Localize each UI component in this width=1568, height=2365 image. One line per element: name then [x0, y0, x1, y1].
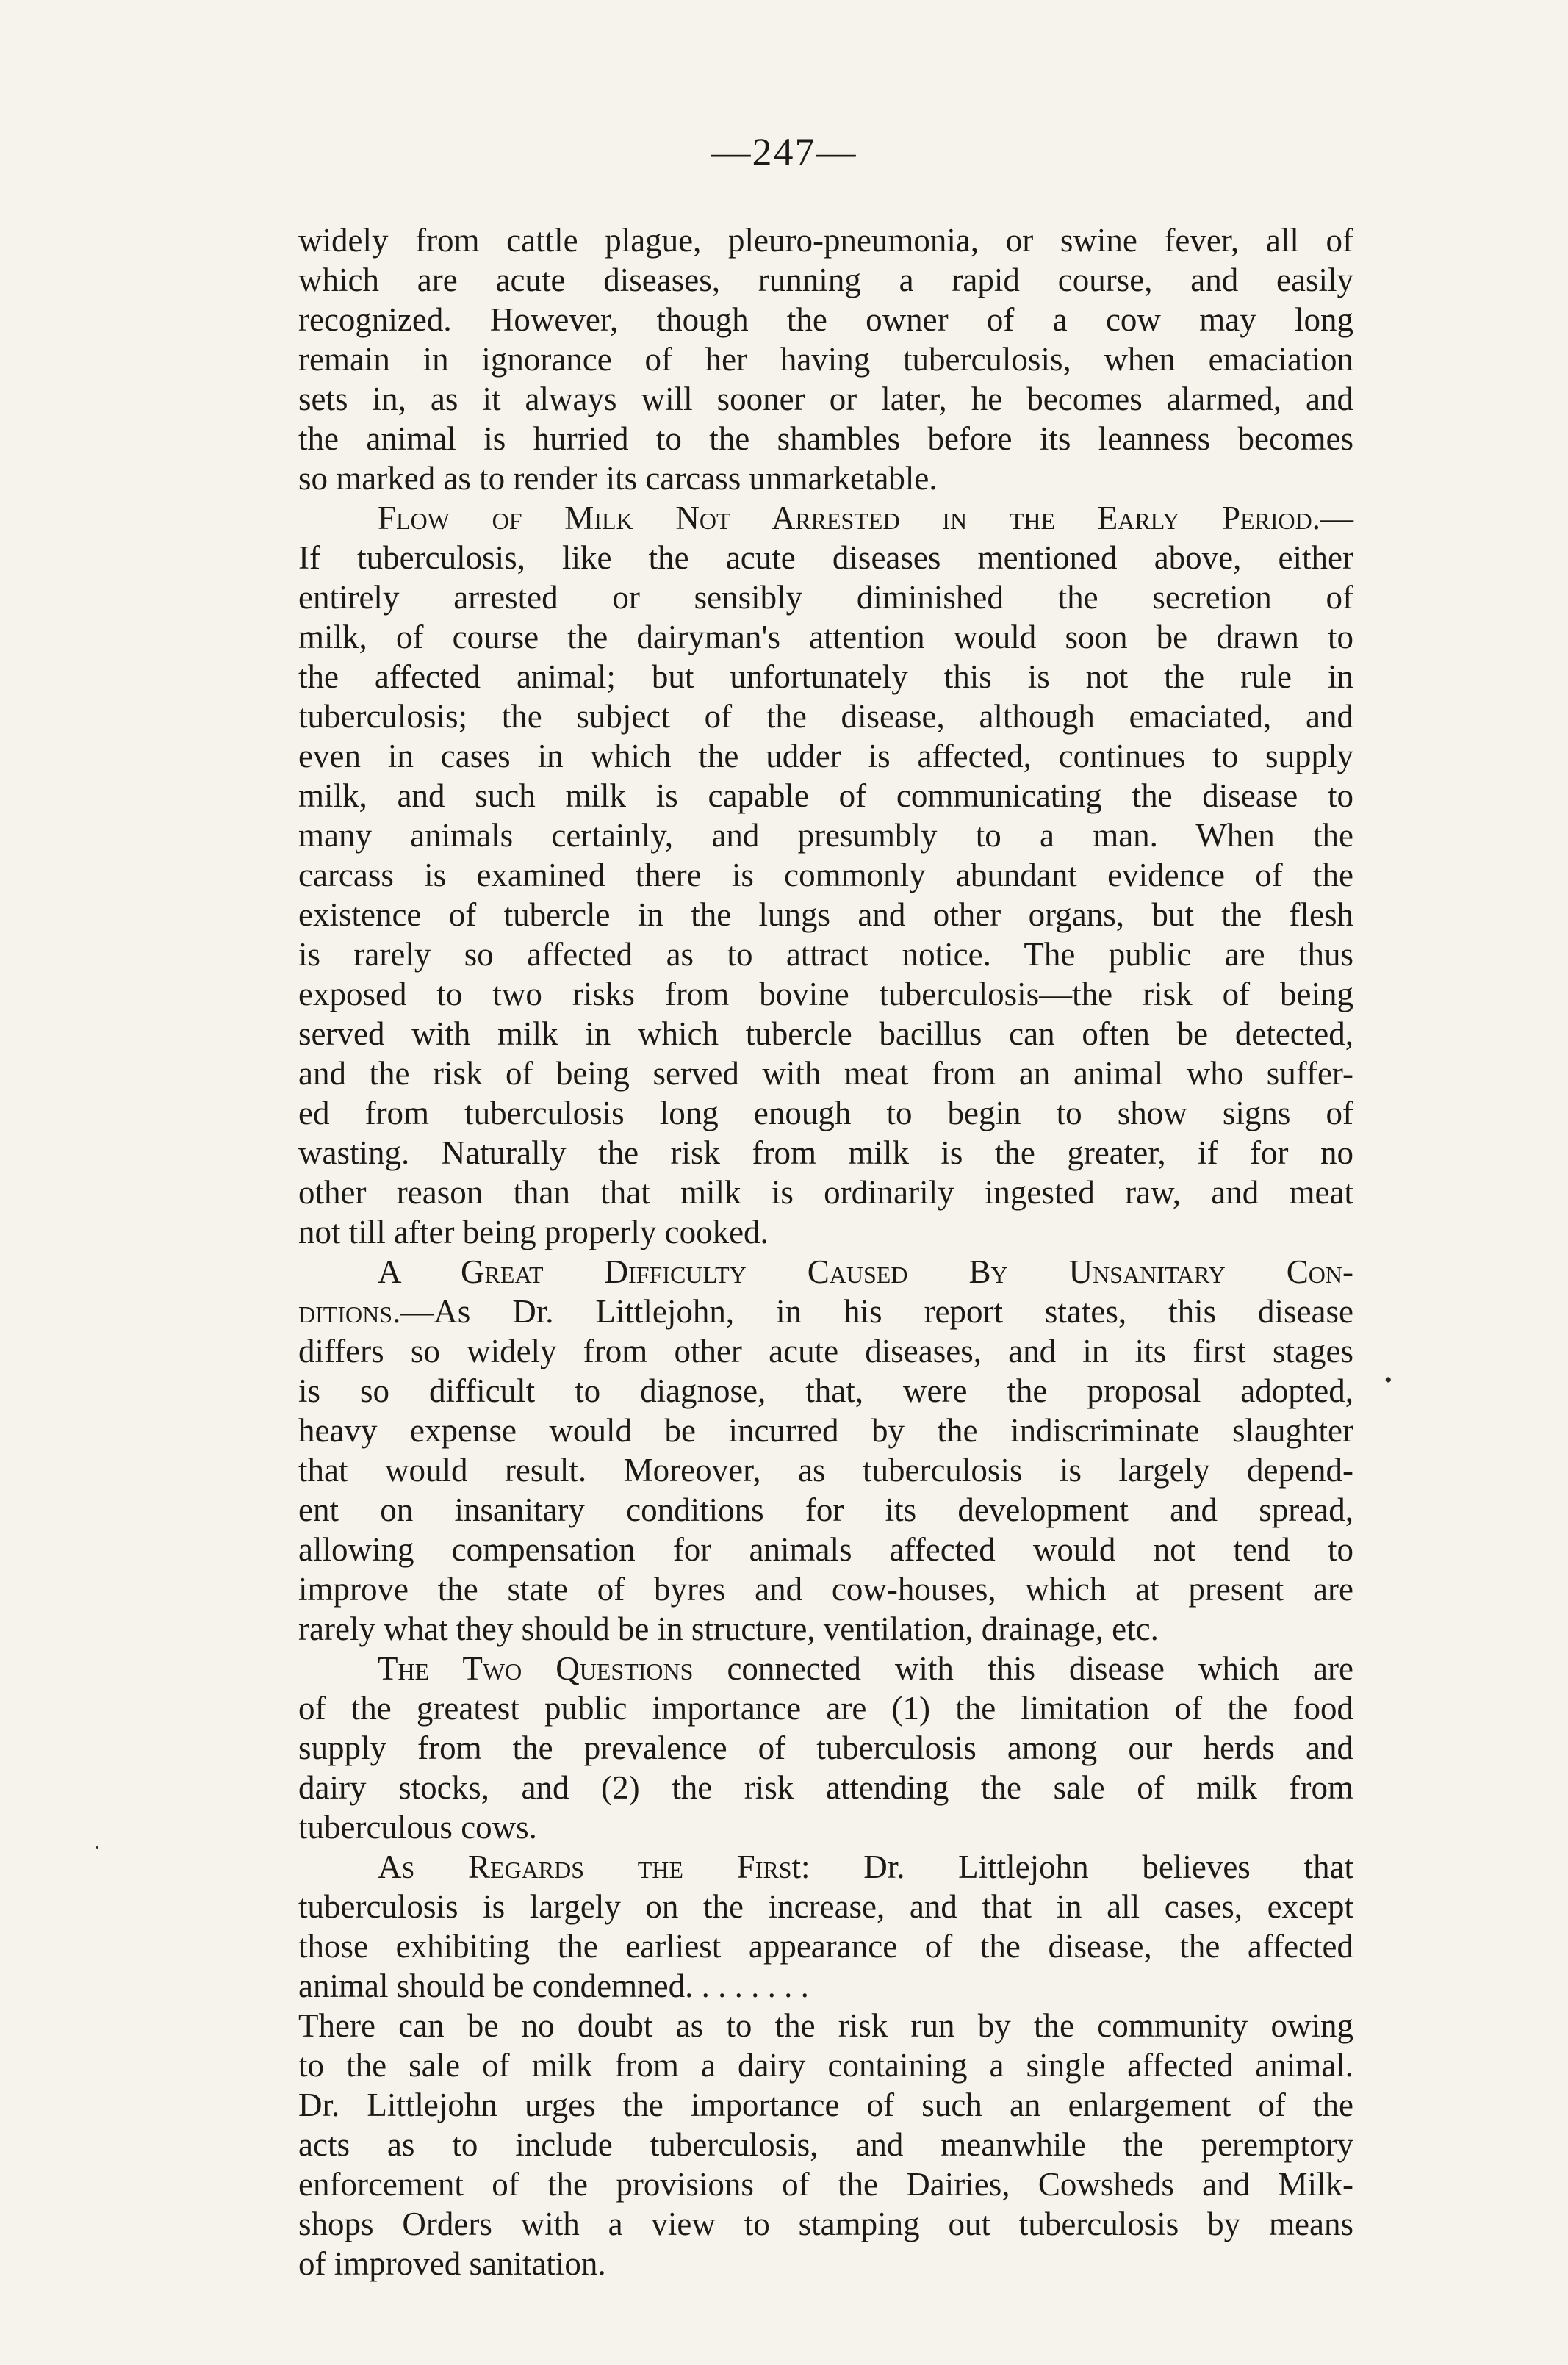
text-line: of improved sanitation.: [298, 2245, 606, 2282]
text-line: acts as to include tuberculosis, and meanwhile the peremptory: [298, 2126, 1353, 2163]
text-line: existence of tubercle in the lungs and other organs, but the flesh: [298, 896, 1353, 933]
text-line: The Two Questions connected with this disease which are: [378, 1650, 1353, 1687]
text-line: remain in ignorance of her having tuberculosis, when emaciation: [298, 341, 1353, 378]
text-line: the animal is hurried to the shambles before its leanness becomes: [298, 420, 1353, 457]
text-line: even in cases in which the udder is affected, continues to supply: [298, 738, 1353, 774]
text-line: not till after being properly cooked.: [298, 1214, 769, 1250]
text-line: tuberculosis is largely on the increase, and that in all cases, except: [298, 1888, 1353, 1925]
text-line: milk, and such milk is capable of communicating the disease to: [298, 777, 1353, 814]
text-line: recognized. However, though the owner of a cow may long: [298, 301, 1353, 338]
text-line: wasting. Naturally the risk from milk is the greater, if for no: [298, 1134, 1353, 1171]
text-line: As Regards the First: Dr. Littlejohn believes that: [378, 1849, 1353, 1885]
text-line: exposed to two risks from bovine tuberculosis—the risk of being: [298, 976, 1353, 1012]
text-line: There can be no doubt as to the risk run by the community owing: [298, 2007, 1353, 2044]
stray-mark-right: •: [1384, 1368, 1392, 1392]
text-line: rarely what they should be in structure, ventilation, drainage, etc.: [298, 1610, 1159, 1647]
text-line: Flow of Milk Not Arrested in the Early Period.—: [378, 500, 1353, 536]
text-line: tuberculosis; the subject of the disease, although emaciated, and: [298, 698, 1353, 735]
text-line: ent on insanitary conditions for its development and spread,: [298, 1491, 1353, 1528]
text-line: tuberculous cows.: [298, 1809, 537, 1846]
text-line: the affected animal; but unfortunately this is not the rule in: [298, 658, 1353, 695]
paragraph: [298, 1847, 1353, 2283]
text-line: those exhibiting the earliest appearance of the disease, the affected: [298, 1928, 1353, 1965]
text-line: improve the state of byres and cow-houses, which at present are: [298, 1571, 1353, 1608]
text-line: A Great Difficulty Caused By Unsanitary Con-: [378, 1253, 1353, 1290]
text-line: widely from cattle plague, pleuro-pneumonia, or swine fever, all of: [298, 222, 1353, 259]
page-number: —247—: [711, 130, 857, 174]
text-line: served with milk in which tubercle bacillus can often be detected,: [298, 1015, 1353, 1052]
text-line: is so difficult to diagnose, that, were the proposal adopted,: [298, 1372, 1353, 1409]
text-line: enforcement of the provisions of the Dairies, Cowsheds and Milk-: [298, 2166, 1353, 2203]
text-line: of the greatest public importance are (1) the limitation of the food: [298, 1690, 1353, 1727]
text-line: many animals certainly, and presumbly to a man. When the: [298, 817, 1353, 854]
text-line: sets in, as it always will sooner or later, he becomes alarmed, and: [298, 381, 1353, 417]
text-line: to the sale of milk from a dairy containing a single affected animal.: [298, 2047, 1353, 2084]
text-line: allowing compensation for animals affected would not tend to: [298, 1531, 1353, 1568]
text-line: is rarely so affected as to attract notice. The public are thus: [298, 936, 1353, 973]
text-line: Dr. Littlejohn urges the importance of such an enlargement of the: [298, 2087, 1353, 2123]
text-line: which are acute diseases, running a rapid course, and easily: [298, 262, 1353, 298]
text-line: entirely arrested or sensibly diminished the secretion of: [298, 579, 1353, 616]
text-line: that would result. Moreover, as tuberculosis is largely depend-: [298, 1452, 1353, 1489]
text-line: other reason than that milk is ordinarily ingested raw, and meat: [298, 1174, 1353, 1211]
text-body: [298, 220, 1353, 2283]
text-line: milk, of course the dairyman's attention would soon be drawn to: [298, 619, 1353, 655]
text-line: heavy expense would be incurred by the indiscriminate slaughter: [298, 1412, 1353, 1449]
paragraph: [298, 498, 1353, 1252]
text-line: ed from tuberculosis long enough to begin to show signs of: [298, 1095, 1353, 1131]
text-line: shops Orders with a view to stamping out tuberculosis by means: [298, 2206, 1353, 2242]
text-line: differs so widely from other acute diseases, and in its first stages: [298, 1333, 1353, 1369]
stray-mark-left: ·: [94, 1837, 101, 1858]
paragraph: [298, 1649, 1353, 1847]
text-line: ditions.—As Dr. Littlejohn, in his report states, this disease: [298, 1293, 1353, 1330]
text-line: supply from the prevalence of tuberculosis among our herds and: [298, 1729, 1353, 1766]
text-line: If tuberculosis, like the acute diseases mentioned above, either: [298, 539, 1353, 576]
text-line: dairy stocks, and (2) the risk attending the sale of milk from: [298, 1769, 1353, 1806]
text-line: animal should be condemned. . . . . . . .: [298, 1968, 809, 2004]
text-line: so marked as to render its carcass unmarketable.: [298, 460, 938, 497]
text-line: carcass is examined there is commonly abundant evidence of the: [298, 857, 1353, 893]
paragraph: [298, 220, 1353, 498]
text-line: and the risk of being served with meat from an animal who suffer-: [298, 1055, 1353, 1092]
paragraph: [298, 1252, 1353, 1649]
